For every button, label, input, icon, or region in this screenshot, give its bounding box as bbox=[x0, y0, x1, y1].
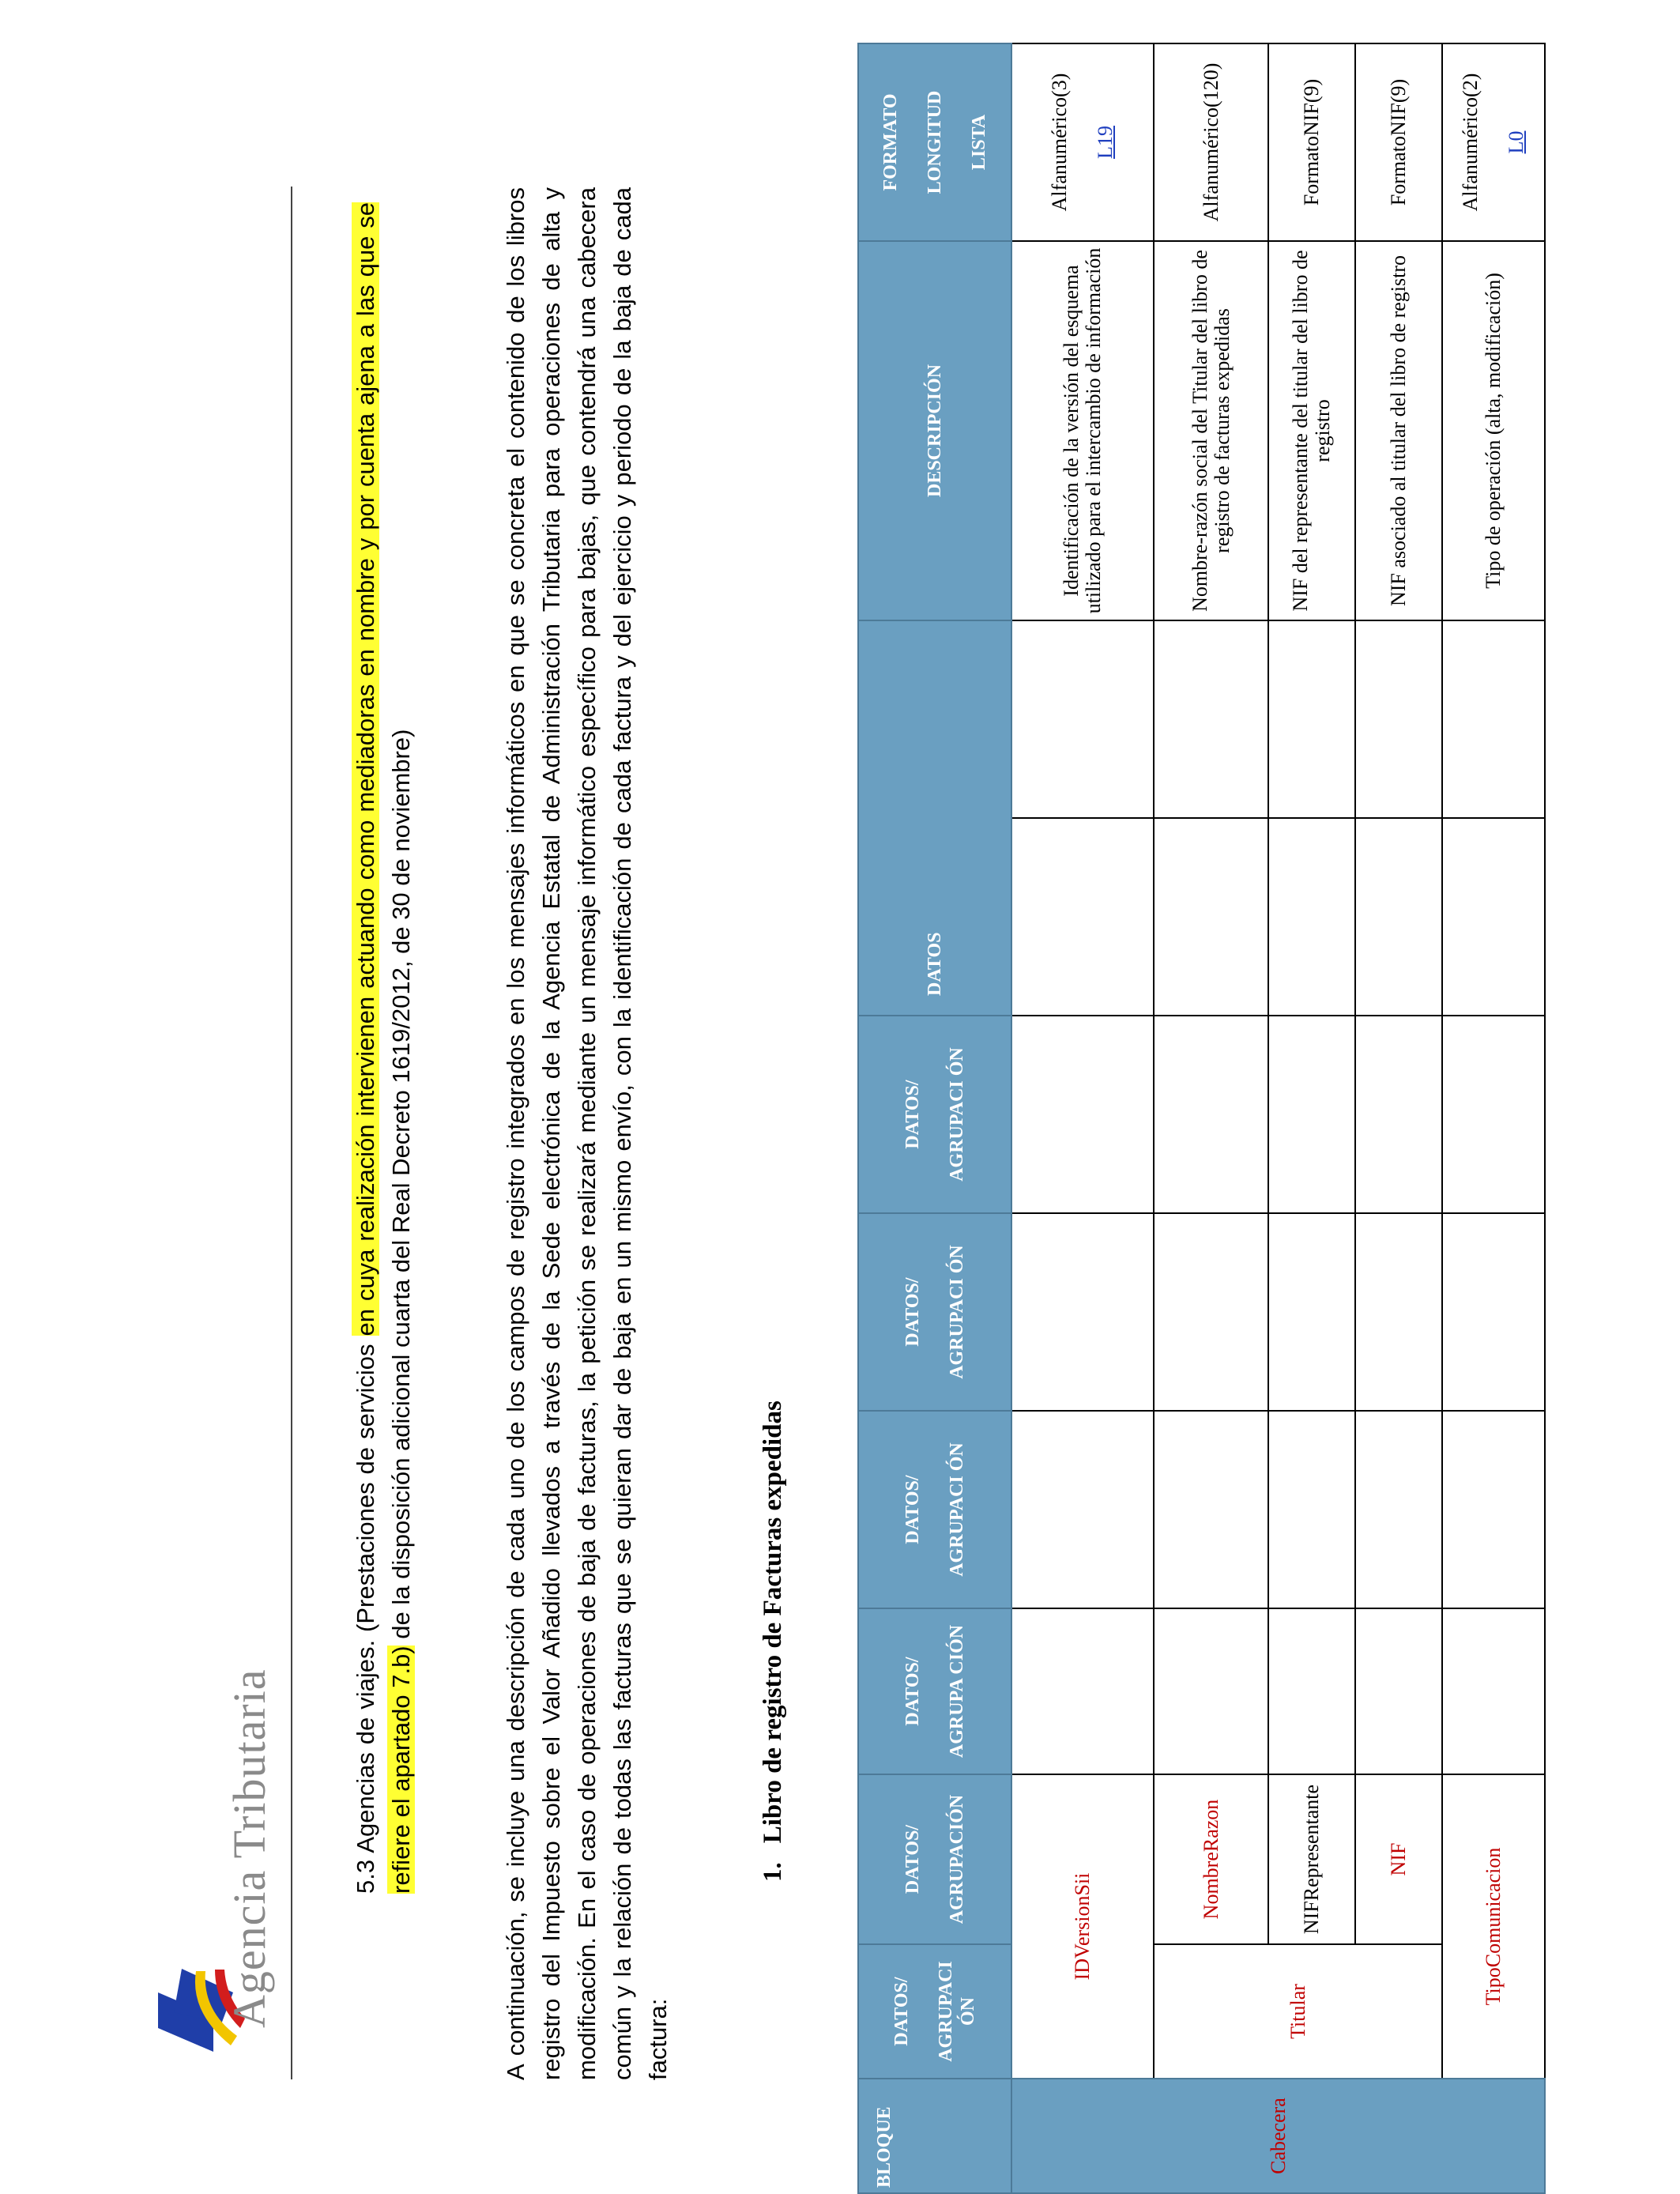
format-cell: Alfanumérico(2) L0 bbox=[1442, 43, 1545, 241]
field-nifrepresentante: NIFRepresentante bbox=[1268, 1774, 1355, 1944]
field-nif: NIF bbox=[1355, 1774, 1442, 1944]
header-formato: FORMATO LONGITUD LISTA bbox=[858, 43, 1011, 241]
section-heading bbox=[759, 1400, 788, 1882]
field-nombrerazon: NombreRazon bbox=[1154, 1774, 1268, 1944]
paragraph-descripcion: A continuación, se incluye una descripción de cada uno de los campos de registro integrados en los mensajes informáticos en que se concreta el contenido de los libros registro del Impuesto sobre el Valor Añadido llevados a través de la Sede electrónica de la Agencia Estatal de Administración Tributaria para operaciones de alta y modificación. En el caso de operaciones de baja de facturas, la petición se realizará mediante un mensaje informático específico para bajas, que contendrá una cabecera común y la relación de todas las facturas que se quieran dar de baja en un mismo envío, con la identificación de cada factura y del ejercicio y periodo de la baja de cada factura: bbox=[502, 187, 672, 2080]
p1-text-b: de la disposición adicional cuarta del Real Decreto 1619/2012, de 30 de noviembre) bbox=[387, 729, 415, 1646]
list-link-l19[interactable]: L19 bbox=[1094, 126, 1117, 159]
table-row bbox=[1355, 43, 1442, 2193]
header-agrupacion-2: DATOS/ AGRUPACIÓN bbox=[858, 1774, 1011, 1944]
list-link-l0[interactable]: L0 bbox=[1505, 130, 1527, 154]
header-descripcion: DESCRIPCIÓN bbox=[858, 241, 1011, 620]
format-cell: FormatoNIF(9) bbox=[1268, 43, 1355, 241]
brand-name: Agencia Tributaria bbox=[224, 1668, 275, 2028]
registro-table bbox=[857, 43, 1546, 2194]
field-titular: Titular bbox=[1154, 1944, 1442, 2079]
header-bloque: BLOQUE bbox=[858, 2079, 1011, 2193]
table-header-row bbox=[858, 43, 1011, 2193]
desc-cell: NIF del representante del titular del libro de registro bbox=[1268, 241, 1355, 620]
p1-text-a: 5.3 Agencias de viajes. (Prestaciones de servicios bbox=[352, 1336, 379, 1894]
header-agrupacion-1: DATOS/ AGRUPACI ÓN bbox=[858, 1944, 1011, 2079]
format-cell: Alfanumérico(120) bbox=[1154, 43, 1268, 241]
heading-text: Libro de registro de Facturas expedidas bbox=[759, 1400, 787, 1844]
field-idversionsii: IDVersionSii bbox=[1011, 1774, 1154, 2079]
desc-cell: Nombre-razón social del Titular del libro de registro de facturas expedidas bbox=[1154, 241, 1268, 620]
heading-number: 1. bbox=[759, 1862, 787, 1882]
bloque-cabecera: Cabecera bbox=[1011, 2079, 1545, 2193]
table-row bbox=[1442, 43, 1545, 2193]
desc-cell: Tipo de operación (alta, modificación) bbox=[1442, 241, 1545, 620]
header-agrupacion-4: DATOS/ AGRUPACI ÓN bbox=[858, 1411, 1011, 1608]
format-cell: Alfanumérico(3) L19 bbox=[1011, 43, 1154, 241]
p1-highlight: en cuya realización intervienen actuando como mediadoras en nombre y por cuenta ajena a las que se refiere el apartado 7.b) bbox=[352, 202, 415, 1894]
header-divider bbox=[291, 187, 292, 2079]
header-datos: DATOS bbox=[858, 620, 1011, 1016]
table-row bbox=[1268, 43, 1355, 2193]
paragraph-agencias-viajes bbox=[348, 202, 419, 1894]
format-cell: FormatoNIF(9) bbox=[1355, 43, 1442, 241]
desc-cell: Identificación de la versión del esquema utilizado para el intercambio de información bbox=[1011, 241, 1154, 620]
header-agrupacion-3: DATOS/ AGRUPA CIÓN bbox=[858, 1608, 1011, 1774]
header-agrupacion-5: DATOS/ AGRUPACI ÓN bbox=[858, 1213, 1011, 1411]
desc-cell: NIF asociado al titular del libro de registro bbox=[1355, 241, 1442, 620]
header-agrupacion-6: DATOS/ AGRUPACI ÓN bbox=[858, 1016, 1011, 1213]
field-tipocomunicacion: TipoComunicacion bbox=[1442, 1774, 1545, 2079]
table-row bbox=[1154, 43, 1268, 2193]
table-row bbox=[1011, 43, 1154, 2193]
